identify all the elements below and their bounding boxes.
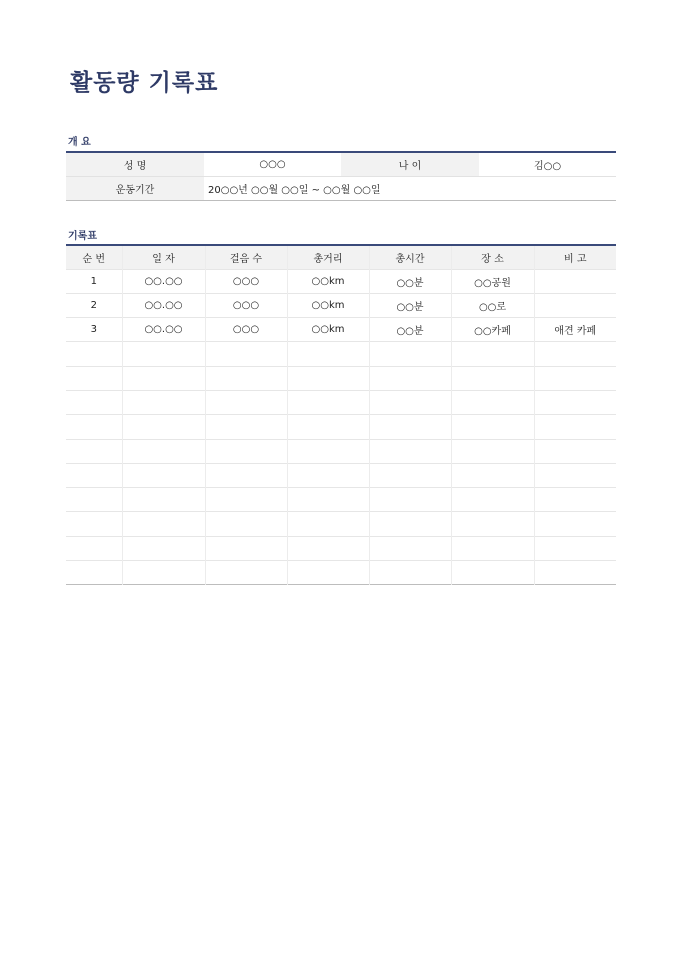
cell-time xyxy=(369,536,451,560)
header-time: 총시간 xyxy=(369,245,451,269)
overview-row-period xyxy=(66,176,616,200)
table-row xyxy=(66,390,616,414)
overview-row-name-age xyxy=(66,152,616,176)
cell-place xyxy=(451,439,534,463)
cell-date xyxy=(122,463,205,487)
cell-place xyxy=(451,561,534,585)
cell-distance xyxy=(287,512,369,536)
cell-time xyxy=(369,342,451,366)
cell-time xyxy=(369,463,451,487)
cell-date xyxy=(122,390,205,414)
cell-seq xyxy=(66,390,122,414)
overview-section-label: 개 요 xyxy=(68,137,91,148)
table-row xyxy=(66,561,616,585)
table-row xyxy=(66,488,616,512)
cell-seq xyxy=(66,512,122,536)
cell-note xyxy=(534,415,616,439)
cell-steps xyxy=(205,366,287,390)
table-row xyxy=(66,269,616,293)
age-label: 나 이 xyxy=(341,152,479,176)
overview-table xyxy=(66,151,616,201)
cell-date xyxy=(122,342,205,366)
header-date: 일 자 xyxy=(122,245,205,269)
cell-steps xyxy=(205,390,287,414)
cell-place xyxy=(451,536,534,560)
cell-steps: ○○○ xyxy=(205,318,287,342)
age-value: 김○○ xyxy=(533,160,562,172)
cell-distance: ○○km xyxy=(287,318,369,342)
cell-place xyxy=(451,415,534,439)
cell-seq xyxy=(66,342,122,366)
cell-time xyxy=(369,366,451,390)
cell-steps xyxy=(205,463,287,487)
cell-seq xyxy=(66,536,122,560)
activity-log-table xyxy=(66,244,616,585)
cell-place: ○○카페 xyxy=(451,318,534,342)
cell-note xyxy=(534,269,616,293)
log-section-label: 기록표 xyxy=(68,231,97,242)
cell-steps xyxy=(205,488,287,512)
cell-distance xyxy=(287,342,369,366)
cell-time xyxy=(369,488,451,512)
cell-time xyxy=(369,415,451,439)
cell-steps xyxy=(205,561,287,585)
cell-steps xyxy=(205,439,287,463)
table-row xyxy=(66,512,616,536)
cell-note xyxy=(534,561,616,585)
cell-seq: 1 xyxy=(66,269,122,293)
header-seq: 순 번 xyxy=(66,245,122,269)
cell-seq xyxy=(66,415,122,439)
table-row xyxy=(66,439,616,463)
cell-date xyxy=(122,561,205,585)
cell-distance xyxy=(287,488,369,512)
cell-date xyxy=(122,366,205,390)
cell-note xyxy=(534,390,616,414)
period-value: 20○○년 ○○월 ○○일 ~ ○○월 ○○일 xyxy=(204,176,616,200)
table-row xyxy=(66,536,616,560)
cell-place xyxy=(451,366,534,390)
cell-place xyxy=(451,390,534,414)
table-row xyxy=(66,293,616,317)
cell-place: ○○공원 xyxy=(451,269,534,293)
cell-note xyxy=(534,293,616,317)
cell-seq xyxy=(66,366,122,390)
cell-time: ○○분 xyxy=(369,269,451,293)
cell-place: ○○로 xyxy=(451,293,534,317)
cell-note xyxy=(534,488,616,512)
cell-distance: ○○km xyxy=(287,293,369,317)
cell-steps xyxy=(205,512,287,536)
cell-note xyxy=(534,439,616,463)
cell-steps: ○○○ xyxy=(205,269,287,293)
name-value: ○○○ xyxy=(259,158,286,170)
cell-seq xyxy=(66,561,122,585)
cell-time xyxy=(369,512,451,536)
cell-place xyxy=(451,342,534,366)
cell-seq xyxy=(66,439,122,463)
cell-note xyxy=(534,536,616,560)
cell-note xyxy=(534,342,616,366)
cell-distance xyxy=(287,415,369,439)
cell-time: ○○분 xyxy=(369,318,451,342)
name-label: 성 명 xyxy=(66,152,204,176)
cell-steps xyxy=(205,342,287,366)
table-row xyxy=(66,366,616,390)
cell-place xyxy=(451,512,534,536)
cell-steps xyxy=(205,536,287,560)
cell-distance xyxy=(287,390,369,414)
cell-place xyxy=(451,488,534,512)
header-distance: 총거리 xyxy=(287,245,369,269)
cell-time xyxy=(369,561,451,585)
cell-date: ○○.○○ xyxy=(122,318,205,342)
cell-seq xyxy=(66,463,122,487)
cell-seq: 3 xyxy=(66,318,122,342)
cell-distance xyxy=(287,463,369,487)
cell-distance: ○○km xyxy=(287,269,369,293)
cell-time xyxy=(369,390,451,414)
cell-note xyxy=(534,366,616,390)
header-steps: 걸음 수 xyxy=(205,245,287,269)
cell-date xyxy=(122,439,205,463)
cell-date xyxy=(122,415,205,439)
cell-steps xyxy=(205,415,287,439)
table-row xyxy=(66,318,616,342)
header-note: 비 고 xyxy=(534,245,616,269)
table-row xyxy=(66,415,616,439)
cell-time: ○○분 xyxy=(369,293,451,317)
cell-distance xyxy=(287,536,369,560)
cell-seq: 2 xyxy=(66,293,122,317)
cell-note xyxy=(534,512,616,536)
cell-place xyxy=(451,463,534,487)
cell-date xyxy=(122,512,205,536)
cell-date: ○○.○○ xyxy=(122,293,205,317)
header-place: 장 소 xyxy=(451,245,534,269)
cell-steps: ○○○ xyxy=(205,293,287,317)
cell-date xyxy=(122,488,205,512)
cell-date: ○○.○○ xyxy=(122,269,205,293)
cell-seq xyxy=(66,488,122,512)
cell-note xyxy=(534,463,616,487)
table-row xyxy=(66,463,616,487)
period-label: 운동기간 xyxy=(66,176,204,200)
cell-distance xyxy=(287,439,369,463)
cell-time xyxy=(369,439,451,463)
cell-note: 애견 카페 xyxy=(534,318,616,342)
cell-date xyxy=(122,536,205,560)
log-header-row xyxy=(66,245,616,269)
cell-distance xyxy=(287,366,369,390)
cell-distance xyxy=(287,561,369,585)
page-title: 활동량 기록표 xyxy=(70,70,219,96)
table-row xyxy=(66,342,616,366)
